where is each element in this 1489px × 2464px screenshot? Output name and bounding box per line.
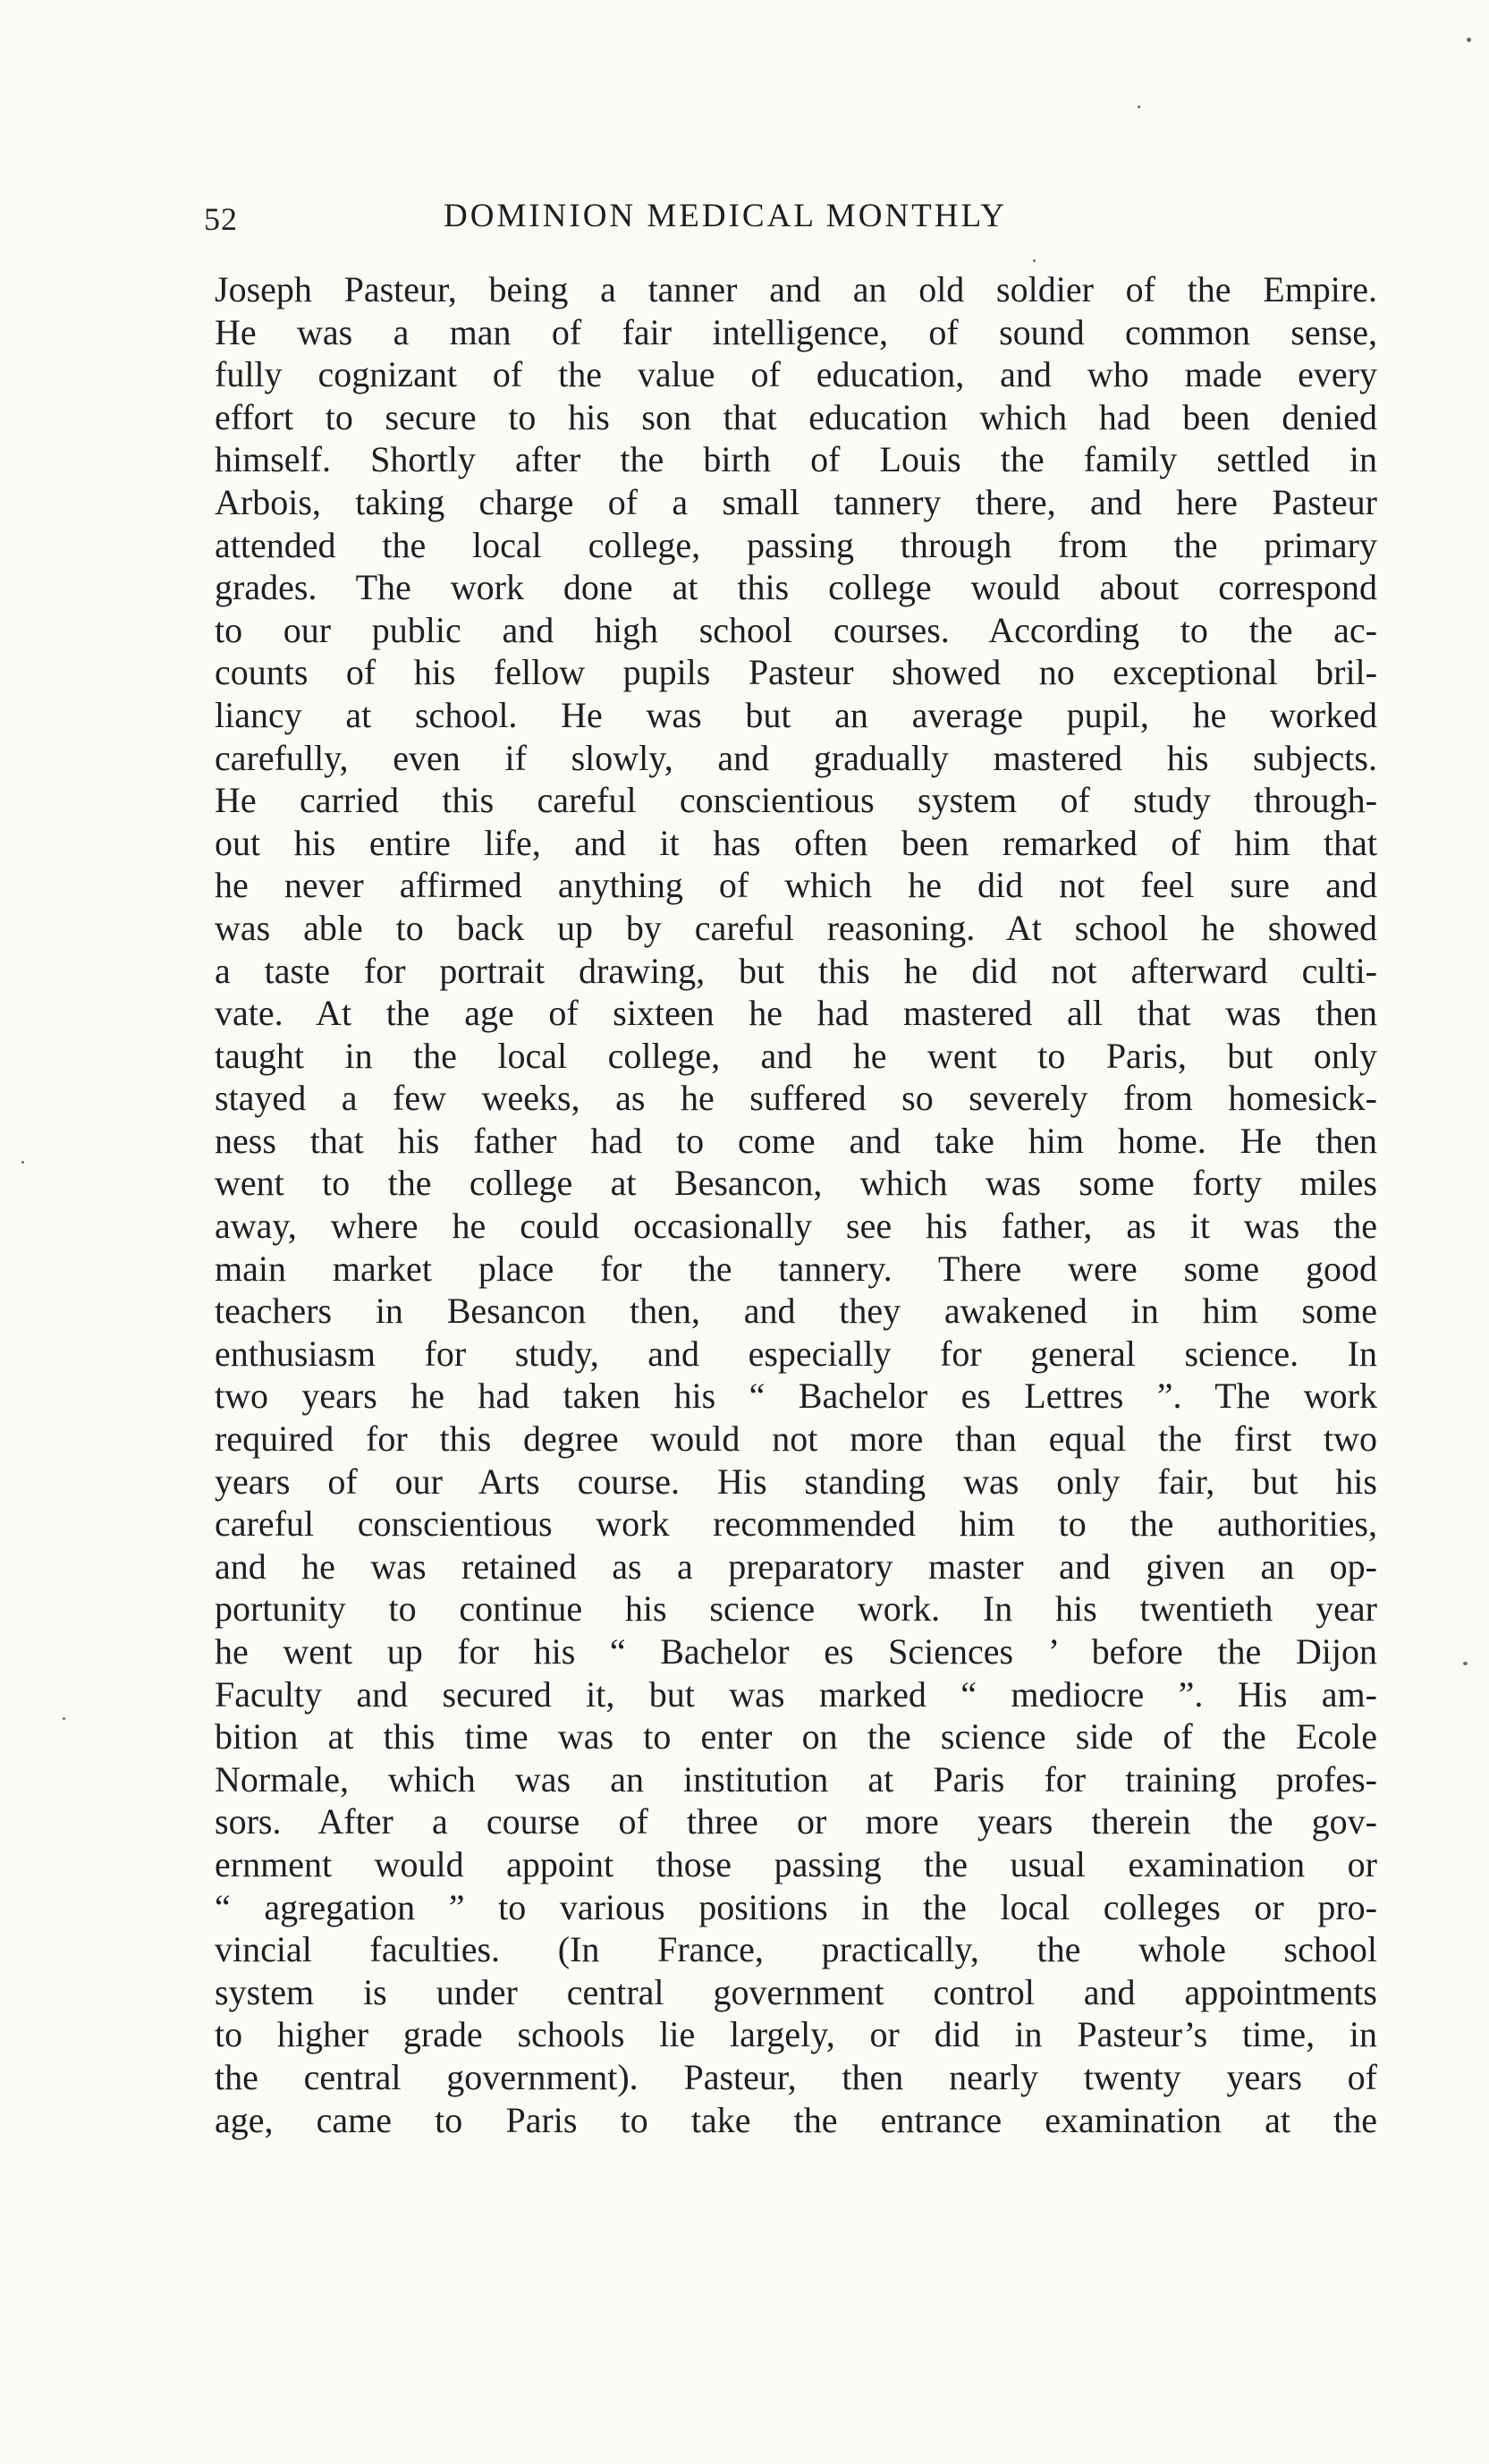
text-line: carefully, even if slowly, and gradually mastered his subjects. [215, 737, 1377, 778]
scan-speck [1138, 106, 1140, 108]
scan-speck [63, 1717, 65, 1720]
text-line: went to the college at Besancon, which was some forty miles [215, 1163, 1377, 1204]
text-line: two years he had taken his “ Bachelor es Lettres ”. The work [215, 1376, 1377, 1417]
text-line: taught in the local college, and he went to Paris, but only [215, 1035, 1377, 1076]
text-line: to our public and high school courses. According to the ac- [215, 609, 1377, 650]
text-line: “ agregation ” to various positions in the local colleges or pro- [215, 1886, 1377, 1927]
scan-speck [1467, 38, 1471, 42]
scan-speck [1033, 259, 1036, 262]
scan-speck [1463, 1662, 1468, 1665]
text-line: the central government). Pasteur, then nearly twenty years of [215, 2056, 1377, 2097]
text-line: he went up for his “ Bachelor es Sciences ’ before the Dijon [215, 1631, 1377, 1672]
text-line: was able to back up by careful reasoning. At school he showed [215, 907, 1377, 948]
text-line: years of our Arts course. His standing was only fair, but his [215, 1461, 1377, 1502]
page-number: 52 [204, 201, 238, 237]
text-line: bition at this time was to enter on the science side of the Ecole [215, 1716, 1377, 1757]
text-line: ernment would appoint those passing the usual examination or [215, 1843, 1377, 1884]
text-line: liancy at school. He was but an average pupil, he worked [215, 694, 1377, 735]
text-line: a taste for portrait drawing, but this he did not afterward culti- [215, 950, 1377, 991]
text-line: fully cognizant of the value of education, and who made every [215, 354, 1377, 395]
text-line: He was a man of fair intelligence, of sound common sense, [215, 311, 1377, 352]
text-line: effort to secure to his son that education which had been denied [215, 396, 1377, 437]
text-line: vincial faculties. (In France, practically, the whole school [215, 1929, 1377, 1970]
text-line: He carried this careful conscientious system of study through- [215, 780, 1377, 821]
text-line: main market place for the tannery. There were some good [215, 1248, 1377, 1289]
text-line: ness that his father had to come and take him home. He then [215, 1120, 1377, 1161]
text-line: and he was retained as a preparatory master and given an op- [215, 1545, 1377, 1587]
text-line: Normale, which was an institution at Paris for training profes- [215, 1758, 1377, 1799]
text-line: Arbois, taking charge of a small tannery there, and here Pasteur [215, 481, 1377, 522]
text-line: sors. After a course of three or more years therein the gov- [215, 1801, 1377, 1842]
text-line: out his entire life, and it has often been remarked of him that [215, 822, 1377, 863]
text-line: teachers in Besancon then, and they awakened in him some [215, 1291, 1377, 1332]
text-line: attended the local college, passing through from the primary [215, 524, 1377, 565]
text-line: portunity to continue his science work. In his twentieth year [215, 1588, 1377, 1630]
text-line: counts of his fellow pupils Pasteur showed no exceptional bril- [215, 652, 1377, 693]
text-line: grades. The work done at this college would about correspond [215, 567, 1377, 608]
text-line: system is under central government control and appointments [215, 1971, 1377, 2012]
text-line: himself. Shortly after the birth of Louis the family settled in [215, 439, 1377, 480]
text-line: age, came to Paris to take the entrance examination at the [215, 2099, 1377, 2140]
body-text [215, 268, 1377, 2141]
text-line: required for this degree would not more than equal the first two [215, 1418, 1377, 1460]
text-line: enthusiasm for study, and especially for general science. In [215, 1333, 1377, 1374]
text-line: careful conscientious work recommended him to the authorities, [215, 1503, 1377, 1545]
text-line: Joseph Pasteur, being a tanner and an old soldier of the Empire. [215, 269, 1377, 309]
running-head: DOMINION MEDICAL MONTHLY [444, 198, 1008, 234]
text-line: stayed a few weeks, as he suffered so severely from homesick- [215, 1078, 1377, 1119]
text-line: vate. At the age of sixteen he had mastered all that was then [215, 993, 1377, 1034]
page-header [204, 190, 1375, 243]
text-line: Faculty and secured it, but was marked “ mediocre ”. His am- [215, 1673, 1377, 1715]
text-line: away, where he could occasionally see his father, as it was the [215, 1206, 1377, 1247]
text-line: he never affirmed anything of which he did not feel sure and [215, 865, 1377, 906]
text-line: to higher grade schools lie largely, or did in Pasteur’s time, in [215, 2014, 1377, 2055]
scan-speck [21, 1161, 24, 1164]
